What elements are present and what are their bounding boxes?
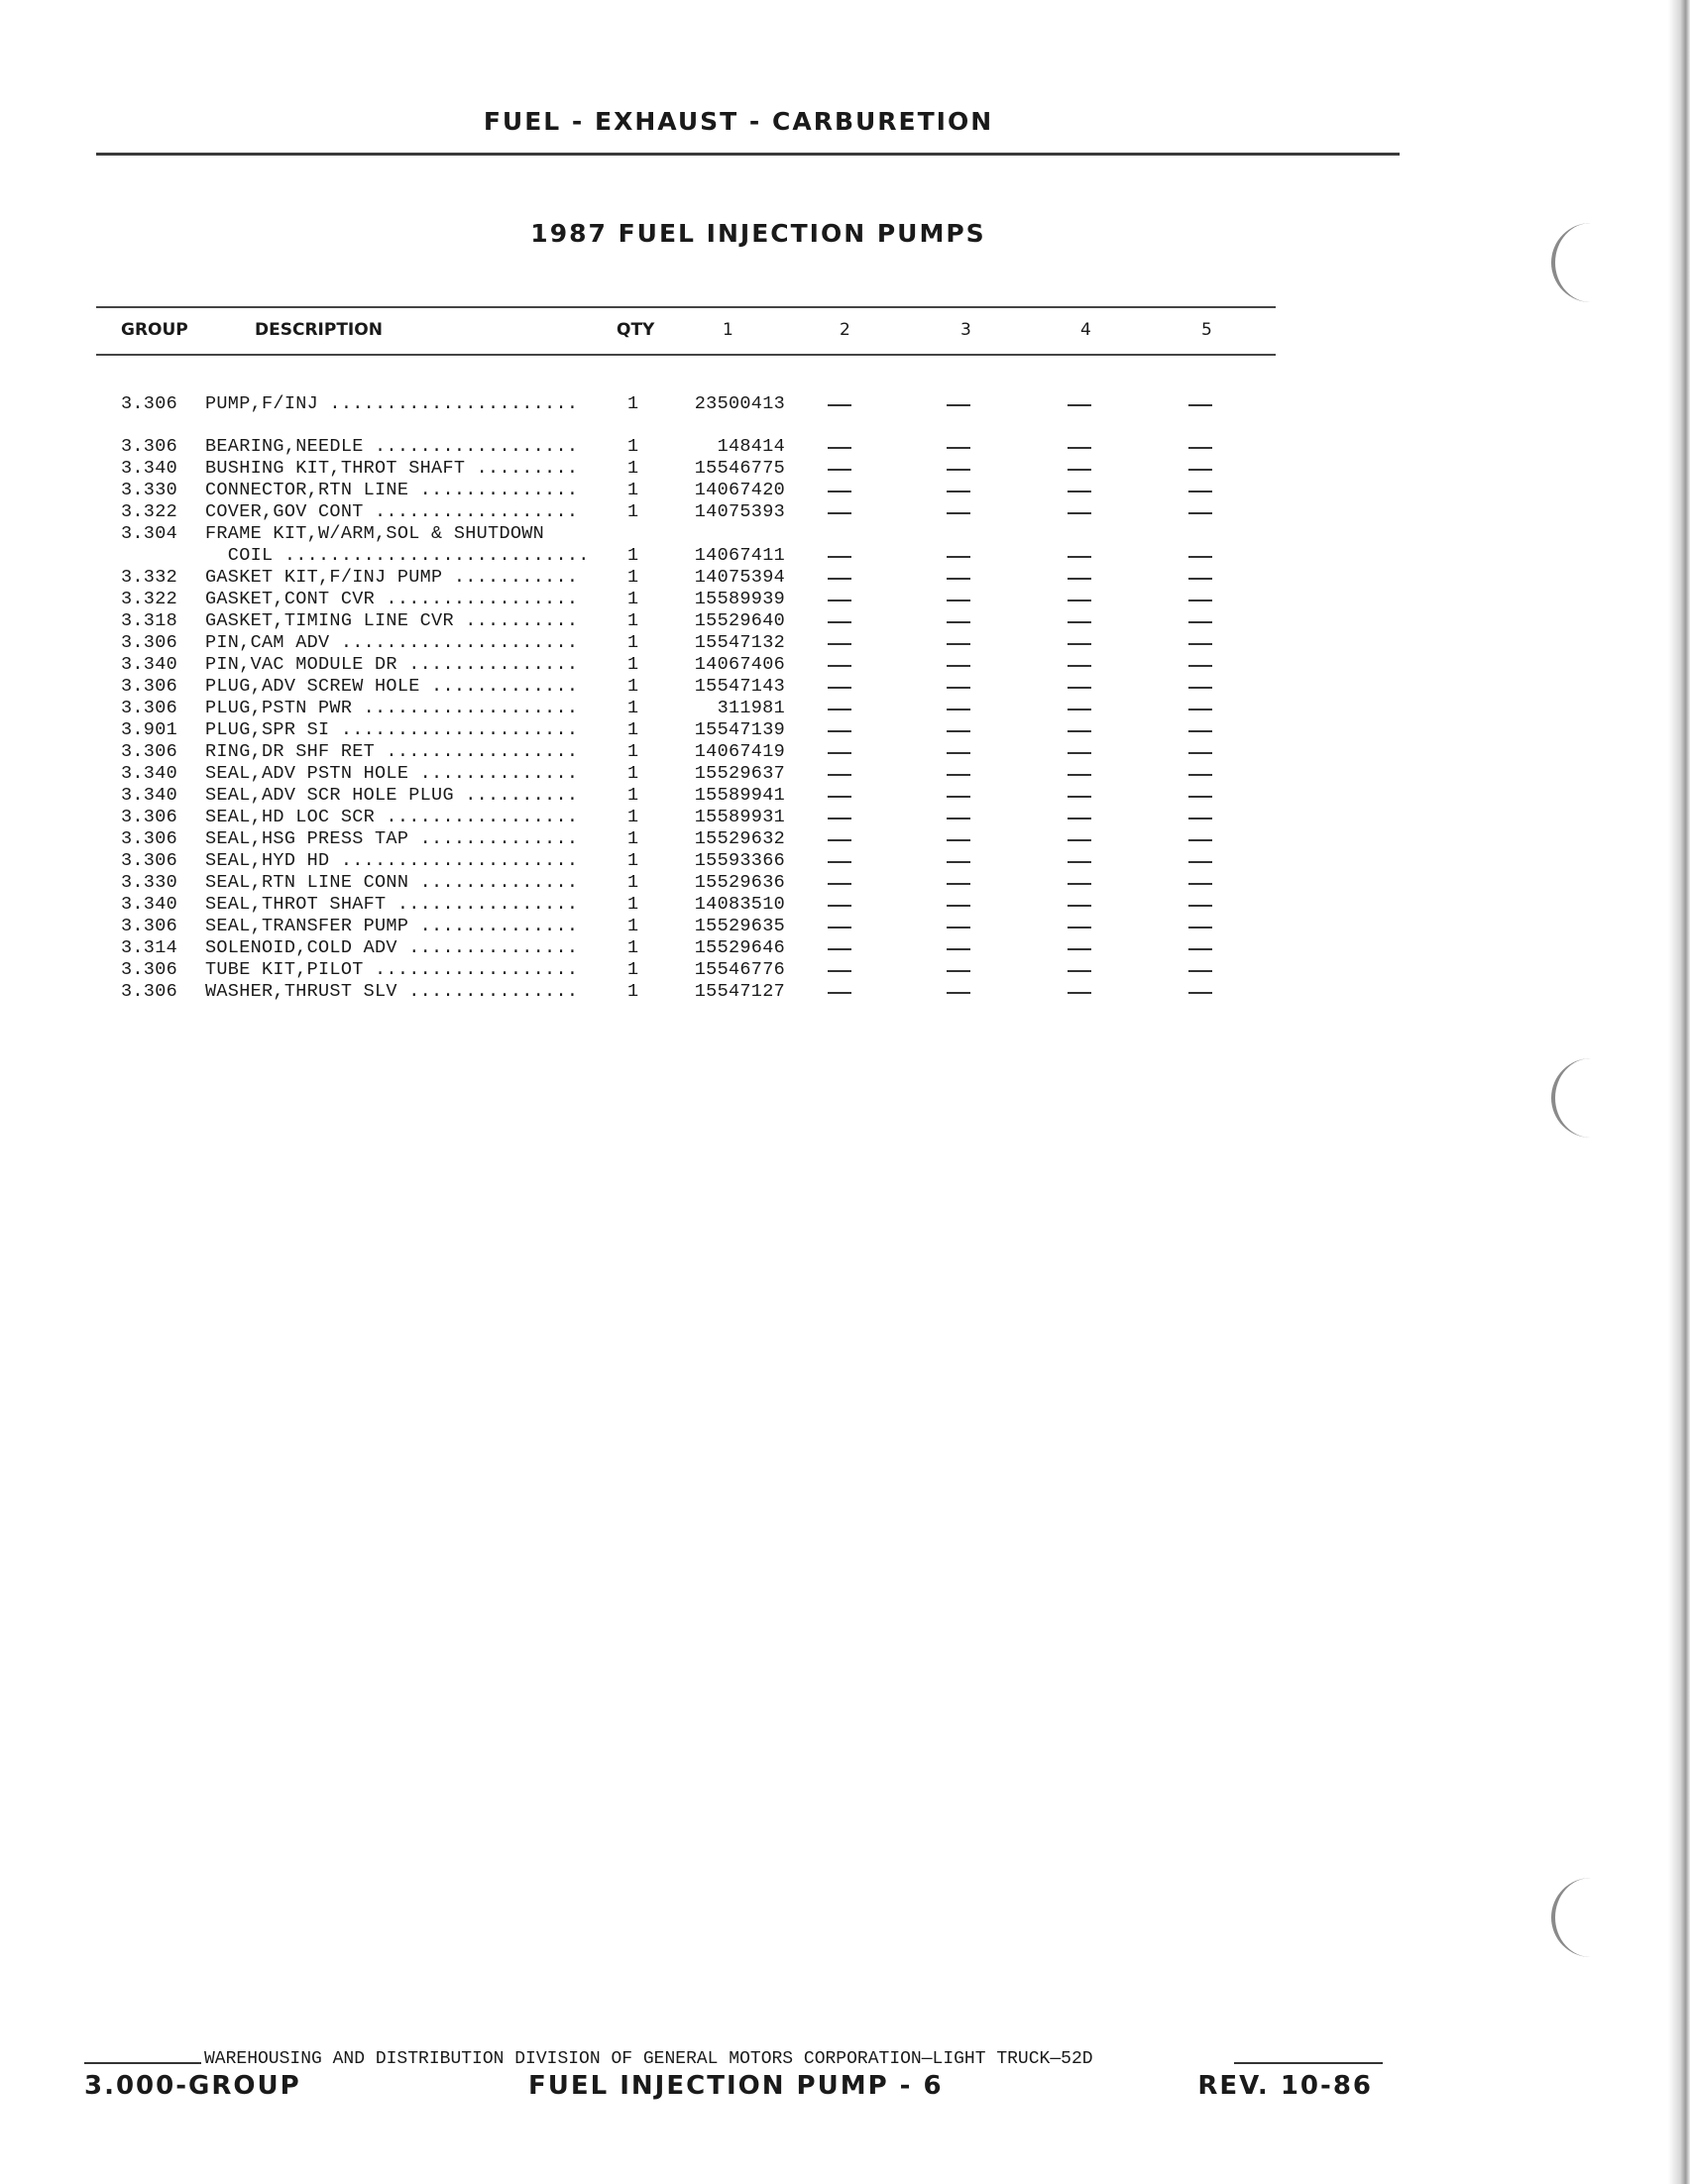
column-2-dash bbox=[828, 992, 851, 994]
column-5-dash bbox=[1188, 687, 1212, 689]
column-5-dash bbox=[1188, 818, 1212, 819]
column-3-dash bbox=[947, 469, 970, 471]
column-5-dash bbox=[1188, 709, 1212, 710]
column-2-dash bbox=[828, 404, 851, 406]
column-3-dash bbox=[947, 774, 970, 776]
row-qty: 1 bbox=[627, 850, 639, 871]
table-row bbox=[96, 632, 1276, 654]
row-part-number: 15593366 bbox=[694, 850, 785, 871]
table-row bbox=[96, 741, 1276, 763]
row-group: 3.340 bbox=[121, 785, 178, 806]
column-4-dash bbox=[1068, 839, 1091, 841]
column-4-dash bbox=[1068, 752, 1091, 754]
table-row bbox=[96, 828, 1276, 850]
column-3-dash bbox=[947, 992, 970, 994]
column-2-dash bbox=[828, 818, 851, 819]
table-row bbox=[96, 937, 1276, 959]
row-group: 3.332 bbox=[121, 567, 178, 588]
binder-hole bbox=[1551, 223, 1601, 302]
column-4-dash bbox=[1068, 861, 1091, 863]
column-3-dash bbox=[947, 970, 970, 972]
row-group: 3.901 bbox=[121, 719, 178, 740]
column-4-dash bbox=[1068, 404, 1091, 406]
row-description: SEAL,TRANSFER PUMP .............. bbox=[205, 916, 579, 936]
column-5-dash bbox=[1188, 752, 1212, 754]
column-4-dash bbox=[1068, 469, 1091, 471]
table-row bbox=[96, 981, 1276, 1003]
footer-rule-left bbox=[84, 2062, 201, 2064]
column-2-dash bbox=[828, 621, 851, 623]
row-description: SOLENOID,COLD ADV ............... bbox=[205, 937, 579, 958]
column-5-dash bbox=[1188, 774, 1212, 776]
row-description: SEAL,ADV PSTN HOLE .............. bbox=[205, 763, 579, 784]
column-5-dash bbox=[1188, 491, 1212, 492]
table-row bbox=[96, 654, 1276, 676]
table-row bbox=[96, 763, 1276, 785]
column-header-3: 3 bbox=[960, 320, 971, 340]
row-description: PIN,VAC MODULE DR ............... bbox=[205, 654, 579, 675]
column-5-dash bbox=[1188, 447, 1212, 449]
column-3-dash bbox=[947, 818, 970, 819]
column-3-dash bbox=[947, 861, 970, 863]
column-4-dash bbox=[1068, 643, 1091, 645]
row-group: 3.318 bbox=[121, 610, 178, 631]
column-2-dash bbox=[828, 447, 851, 449]
row-part-number: 15529640 bbox=[694, 610, 785, 631]
table-row bbox=[96, 610, 1276, 632]
table-row bbox=[96, 393, 1276, 415]
column-5-dash bbox=[1188, 883, 1212, 885]
row-group: 3.330 bbox=[121, 480, 178, 500]
column-3-dash bbox=[947, 796, 970, 798]
column-4-dash bbox=[1068, 796, 1091, 798]
column-4-dash bbox=[1068, 818, 1091, 819]
column-3-dash bbox=[947, 948, 970, 950]
row-description: COIL ........................... bbox=[205, 545, 590, 566]
row-group: 3.322 bbox=[121, 501, 178, 522]
row-part-number: 14083510 bbox=[694, 894, 785, 915]
column-5-dash bbox=[1188, 643, 1212, 645]
row-part-number: 14067420 bbox=[694, 480, 785, 500]
column-5-dash bbox=[1188, 948, 1212, 950]
table-row bbox=[96, 501, 1276, 523]
column-2-dash bbox=[828, 752, 851, 754]
table-row bbox=[96, 436, 1276, 458]
column-4-dash bbox=[1068, 600, 1091, 601]
column-5-dash bbox=[1188, 621, 1212, 623]
column-4-dash bbox=[1068, 905, 1091, 907]
column-5-dash bbox=[1188, 469, 1212, 471]
row-qty: 1 bbox=[627, 741, 639, 762]
row-qty: 1 bbox=[627, 981, 639, 1002]
table-row bbox=[96, 545, 1276, 567]
row-description: FRAME KIT,W/ARM,SOL & SHUTDOWN bbox=[205, 523, 545, 544]
row-description: PIN,CAM ADV ..................... bbox=[205, 632, 579, 653]
column-2-dash bbox=[828, 970, 851, 972]
column-4-dash bbox=[1068, 948, 1091, 950]
binder-hole bbox=[1551, 1878, 1601, 1957]
table-row bbox=[96, 480, 1276, 501]
column-4-dash bbox=[1068, 621, 1091, 623]
column-5-dash bbox=[1188, 861, 1212, 863]
column-2-dash bbox=[828, 796, 851, 798]
row-part-number: 15529632 bbox=[694, 828, 785, 849]
column-3-dash bbox=[947, 752, 970, 754]
row-part-number: 15529646 bbox=[694, 937, 785, 958]
column-4-dash bbox=[1068, 512, 1091, 514]
row-part-number: 311981 bbox=[717, 698, 785, 718]
column-2-dash bbox=[828, 556, 851, 558]
row-part-number: 15589931 bbox=[694, 807, 785, 827]
column-2-dash bbox=[828, 839, 851, 841]
row-description: PLUG,ADV SCREW HOLE ............. bbox=[205, 676, 579, 697]
row-part-number: 15529636 bbox=[694, 872, 785, 893]
row-part-number: 15547139 bbox=[694, 719, 785, 740]
column-5-dash bbox=[1188, 905, 1212, 907]
row-group: 3.340 bbox=[121, 763, 178, 784]
row-group: 3.306 bbox=[121, 981, 178, 1002]
header-rule bbox=[96, 153, 1400, 156]
column-3-dash bbox=[947, 556, 970, 558]
row-description: PUMP,F/INJ ...................... bbox=[205, 393, 579, 414]
column-2-dash bbox=[828, 948, 851, 950]
column-2-dash bbox=[828, 600, 851, 601]
table-row bbox=[96, 676, 1276, 698]
column-5-dash bbox=[1188, 665, 1212, 667]
row-part-number: 23500413 bbox=[694, 393, 785, 414]
column-4-dash bbox=[1068, 687, 1091, 689]
row-qty: 1 bbox=[627, 632, 639, 653]
column-4-dash bbox=[1068, 883, 1091, 885]
column-3-dash bbox=[947, 709, 970, 710]
row-description: SEAL,HYD HD ..................... bbox=[205, 850, 579, 871]
table-row bbox=[96, 807, 1276, 828]
row-qty: 1 bbox=[627, 959, 639, 980]
column-4-dash bbox=[1068, 927, 1091, 928]
column-header-4: 4 bbox=[1080, 320, 1091, 340]
column-header-5: 5 bbox=[1201, 320, 1212, 340]
column-2-dash bbox=[828, 861, 851, 863]
column-header-2: 2 bbox=[840, 320, 850, 340]
row-qty: 1 bbox=[627, 828, 639, 849]
column-3-dash bbox=[947, 665, 970, 667]
column-3-dash bbox=[947, 600, 970, 601]
row-part-number: 14075393 bbox=[694, 501, 785, 522]
table-row bbox=[96, 589, 1276, 610]
column-3-dash bbox=[947, 883, 970, 885]
column-5-dash bbox=[1188, 730, 1212, 732]
row-part-number: 15589939 bbox=[694, 589, 785, 609]
row-qty: 1 bbox=[627, 763, 639, 784]
row-description: GASKET,CONT CVR ................. bbox=[205, 589, 579, 609]
table-row bbox=[96, 850, 1276, 872]
column-3-dash bbox=[947, 491, 970, 492]
column-5-dash bbox=[1188, 992, 1212, 994]
column-4-dash bbox=[1068, 556, 1091, 558]
column-2-dash bbox=[828, 665, 851, 667]
row-group: 3.306 bbox=[121, 698, 178, 718]
row-part-number: 14067406 bbox=[694, 654, 785, 675]
row-group: 3.306 bbox=[121, 828, 178, 849]
row-part-number: 15529637 bbox=[694, 763, 785, 784]
row-qty: 1 bbox=[627, 501, 639, 522]
column-4-dash bbox=[1068, 730, 1091, 732]
row-qty: 1 bbox=[627, 937, 639, 958]
row-description: SEAL,THROT SHAFT ................ bbox=[205, 894, 579, 915]
row-group: 3.306 bbox=[121, 807, 178, 827]
column-4-dash bbox=[1068, 970, 1091, 972]
row-group: 3.306 bbox=[121, 916, 178, 936]
row-description: GASKET,TIMING LINE CVR .......... bbox=[205, 610, 579, 631]
row-group: 3.314 bbox=[121, 937, 178, 958]
column-2-dash bbox=[828, 730, 851, 732]
column-2-dash bbox=[828, 927, 851, 928]
row-description: SEAL,RTN LINE CONN .............. bbox=[205, 872, 579, 893]
row-part-number: 14075394 bbox=[694, 567, 785, 588]
footer-revision: REV. 10-86 bbox=[1197, 2071, 1373, 2101]
row-description: CONNECTOR,RTN LINE .............. bbox=[205, 480, 579, 500]
column-5-dash bbox=[1188, 512, 1212, 514]
row-description: COVER,GOV CONT .................. bbox=[205, 501, 579, 522]
row-description: BUSHING KIT,THROT SHAFT ......... bbox=[205, 458, 579, 479]
row-description: PLUG,SPR SI ..................... bbox=[205, 719, 579, 740]
table-row bbox=[96, 872, 1276, 894]
row-part-number: 15589941 bbox=[694, 785, 785, 806]
footer bbox=[84, 2071, 1373, 2107]
column-4-dash bbox=[1068, 774, 1091, 776]
column-header-1: 1 bbox=[723, 320, 733, 340]
column-2-dash bbox=[828, 687, 851, 689]
row-group: 3.304 bbox=[121, 523, 178, 544]
row-description: GASKET KIT,F/INJ PUMP ........... bbox=[205, 567, 579, 588]
table-row bbox=[96, 698, 1276, 719]
column-5-dash bbox=[1188, 556, 1212, 558]
row-qty: 1 bbox=[627, 567, 639, 588]
row-qty: 1 bbox=[627, 654, 639, 675]
column-5-dash bbox=[1188, 600, 1212, 601]
row-qty: 1 bbox=[627, 807, 639, 827]
row-qty: 1 bbox=[627, 436, 639, 457]
page-title: FUEL - EXHAUST - CARBURETION bbox=[483, 107, 994, 136]
row-description: SEAL,HSG PRESS TAP .............. bbox=[205, 828, 579, 849]
column-2-dash bbox=[828, 774, 851, 776]
column-4-dash bbox=[1068, 578, 1091, 580]
row-group: 3.306 bbox=[121, 850, 178, 871]
column-5-dash bbox=[1188, 578, 1212, 580]
table-row bbox=[96, 458, 1276, 480]
footer-rule-right bbox=[1234, 2062, 1383, 2064]
column-3-dash bbox=[947, 578, 970, 580]
row-part-number: 15529635 bbox=[694, 916, 785, 936]
column-5-dash bbox=[1188, 796, 1212, 798]
column-header-qty: QTY bbox=[617, 320, 655, 340]
table-row bbox=[96, 719, 1276, 741]
table-header-rule bbox=[96, 354, 1276, 356]
row-qty: 1 bbox=[627, 785, 639, 806]
column-3-dash bbox=[947, 687, 970, 689]
row-qty: 1 bbox=[627, 393, 639, 414]
column-3-dash bbox=[947, 730, 970, 732]
column-2-dash bbox=[828, 578, 851, 580]
row-qty: 1 bbox=[627, 894, 639, 915]
table-row bbox=[96, 785, 1276, 807]
row-part-number: 15546775 bbox=[694, 458, 785, 479]
row-group: 3.340 bbox=[121, 458, 178, 479]
column-2-dash bbox=[828, 512, 851, 514]
column-4-dash bbox=[1068, 709, 1091, 710]
column-4-dash bbox=[1068, 447, 1091, 449]
row-part-number: 15547132 bbox=[694, 632, 785, 653]
column-header-description: DESCRIPTION bbox=[255, 320, 383, 340]
column-2-dash bbox=[828, 883, 851, 885]
row-description: SEAL,HD LOC SCR ................. bbox=[205, 807, 579, 827]
row-description: SEAL,ADV SCR HOLE PLUG .......... bbox=[205, 785, 579, 806]
column-3-dash bbox=[947, 927, 970, 928]
column-2-dash bbox=[828, 709, 851, 710]
column-3-dash bbox=[947, 643, 970, 645]
table-row bbox=[96, 916, 1276, 937]
row-part-number: 14067419 bbox=[694, 741, 785, 762]
row-part-number: 15546776 bbox=[694, 959, 785, 980]
row-qty: 1 bbox=[627, 480, 639, 500]
row-group: 3.306 bbox=[121, 676, 178, 697]
row-group: 3.306 bbox=[121, 741, 178, 762]
row-description: BEARING,NEEDLE .................. bbox=[205, 436, 579, 457]
column-3-dash bbox=[947, 512, 970, 514]
footer-division-text: WAREHOUSING AND DISTRIBUTION DIVISION OF GENERAL MOTORS CORPORATION—LIGHT TRUCK—52D bbox=[204, 2049, 1093, 2069]
column-5-dash bbox=[1188, 839, 1212, 841]
column-3-dash bbox=[947, 839, 970, 841]
column-3-dash bbox=[947, 447, 970, 449]
column-2-dash bbox=[828, 643, 851, 645]
column-5-dash bbox=[1188, 970, 1212, 972]
row-part-number: 148414 bbox=[717, 436, 785, 457]
row-group: 3.330 bbox=[121, 872, 178, 893]
column-2-dash bbox=[828, 491, 851, 492]
parts-table bbox=[96, 306, 1276, 1002]
column-4-dash bbox=[1068, 491, 1091, 492]
binder-hole bbox=[1551, 1058, 1601, 1138]
row-part-number: 14067411 bbox=[694, 545, 785, 566]
table-header bbox=[96, 308, 1276, 354]
column-3-dash bbox=[947, 621, 970, 623]
row-qty: 1 bbox=[627, 676, 639, 697]
row-qty: 1 bbox=[627, 916, 639, 936]
footer-group-label: 3.000-GROUP bbox=[84, 2071, 301, 2101]
section-title: 1987 FUEL INJECTION PUMPS bbox=[530, 219, 986, 248]
table-row bbox=[96, 567, 1276, 589]
row-qty: 1 bbox=[627, 610, 639, 631]
table-row bbox=[96, 894, 1276, 916]
column-4-dash bbox=[1068, 992, 1091, 994]
row-group: 3.306 bbox=[121, 393, 178, 414]
column-5-dash bbox=[1188, 404, 1212, 406]
row-qty: 1 bbox=[627, 545, 639, 566]
row-description: RING,DR SHF RET ................. bbox=[205, 741, 579, 762]
row-group: 3.306 bbox=[121, 959, 178, 980]
row-group: 3.340 bbox=[121, 654, 178, 675]
column-2-dash bbox=[828, 469, 851, 471]
table-row bbox=[96, 523, 1276, 545]
row-qty: 1 bbox=[627, 589, 639, 609]
page-edge-shadow bbox=[1668, 0, 1690, 2184]
table-row bbox=[96, 959, 1276, 981]
footer-page-label: FUEL INJECTION PUMP - 6 bbox=[528, 2071, 944, 2101]
row-part-number: 15547143 bbox=[694, 676, 785, 697]
column-4-dash bbox=[1068, 665, 1091, 667]
column-2-dash bbox=[828, 905, 851, 907]
row-qty: 1 bbox=[627, 719, 639, 740]
row-part-number: 15547127 bbox=[694, 981, 785, 1002]
row-description: TUBE KIT,PILOT .................. bbox=[205, 959, 579, 980]
column-5-dash bbox=[1188, 927, 1212, 928]
column-header-group: GROUP bbox=[121, 320, 188, 340]
row-qty: 1 bbox=[627, 872, 639, 893]
row-description: WASHER,THRUST SLV ............... bbox=[205, 981, 579, 1002]
row-description: PLUG,PSTN PWR ................... bbox=[205, 698, 579, 718]
row-group: 3.340 bbox=[121, 894, 178, 915]
row-group: 3.322 bbox=[121, 589, 178, 609]
row-group: 3.306 bbox=[121, 436, 178, 457]
column-3-dash bbox=[947, 404, 970, 406]
row-qty: 1 bbox=[627, 458, 639, 479]
row-qty: 1 bbox=[627, 698, 639, 718]
row-group: 3.306 bbox=[121, 632, 178, 653]
column-3-dash bbox=[947, 905, 970, 907]
